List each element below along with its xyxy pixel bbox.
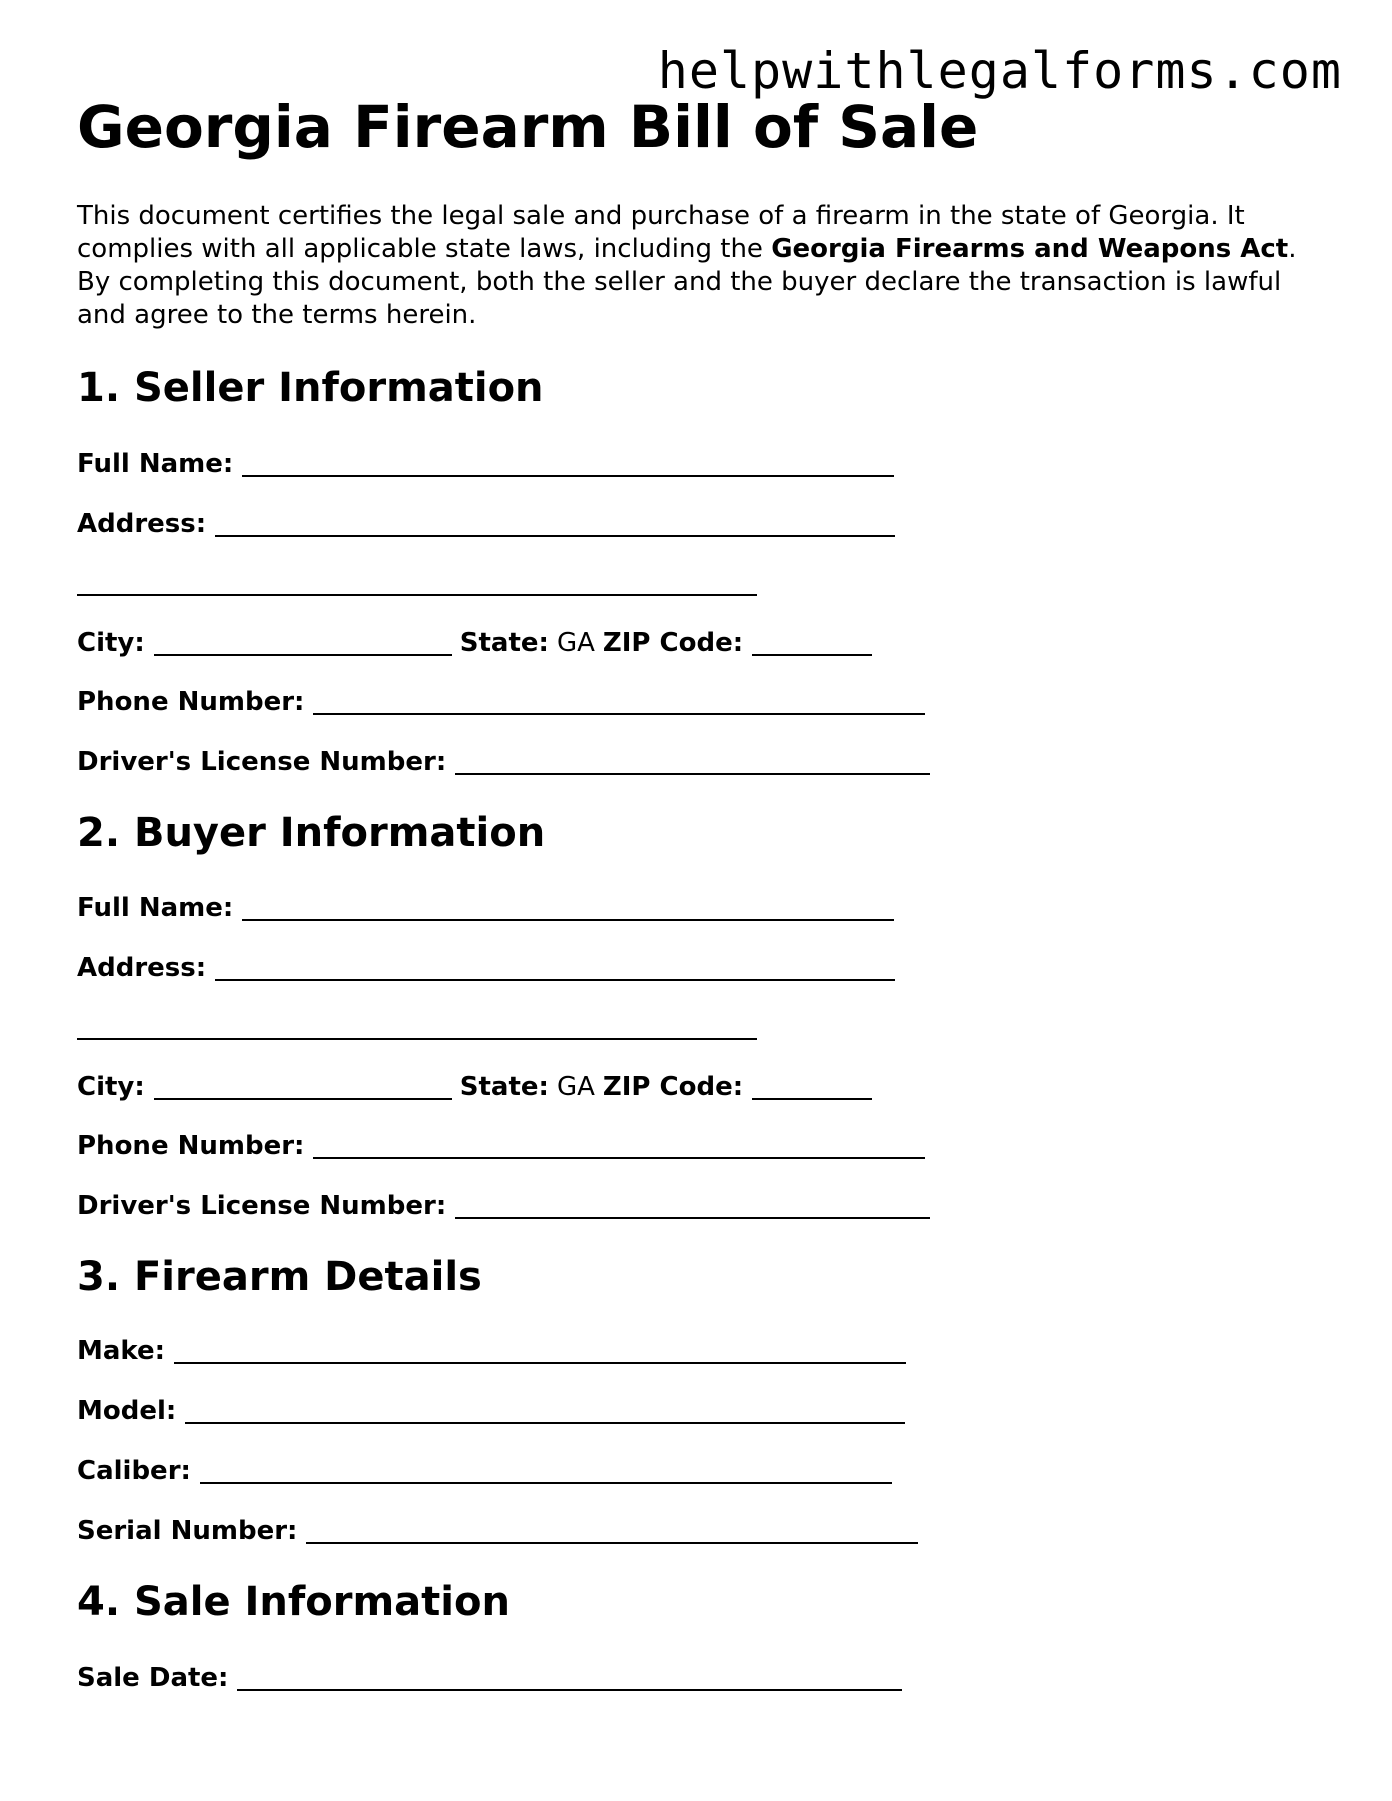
sale-date-row xyxy=(77,1665,910,1691)
buyer-address-line-2[interactable] xyxy=(77,1038,757,1040)
buyer-address-label: Address: xyxy=(77,953,207,983)
seller-license-row xyxy=(77,749,938,775)
buyer-city-field[interactable] xyxy=(154,1076,452,1100)
seller-full-name-label: Full Name: xyxy=(77,449,234,479)
seller-address-field[interactable] xyxy=(215,513,895,537)
firearm-serial-label: Serial Number: xyxy=(77,1516,298,1546)
firearm-serial-row xyxy=(77,1518,926,1544)
firearm-model-label: Model: xyxy=(77,1396,177,1426)
buyer-license-label: Driver's License Number: xyxy=(77,1191,447,1221)
firearm-section-heading: 3. Firearm Details xyxy=(77,1254,482,1300)
seller-full-name-row xyxy=(77,451,902,477)
firearm-make-label: Make: xyxy=(77,1336,166,1366)
buyer-full-name-row xyxy=(77,895,902,921)
seller-city-state-zip-row xyxy=(77,630,880,656)
buyer-city-label: City: xyxy=(77,1072,145,1102)
page-title: Georgia Firearm Bill of Sale xyxy=(77,93,979,161)
firearm-caliber-row xyxy=(77,1458,900,1484)
sale-date-label: Sale Date: xyxy=(77,1663,229,1693)
firearm-caliber-label: Caliber: xyxy=(77,1456,191,1486)
intro-paragraph xyxy=(77,200,1322,332)
buyer-phone-label: Phone Number: xyxy=(77,1131,305,1161)
buyer-state-label: State: xyxy=(459,1072,549,1102)
site-watermark: helpwithlegalforms.com xyxy=(657,42,1342,100)
sale-section-heading: 4. Sale Information xyxy=(77,1579,510,1625)
seller-phone-label: Phone Number: xyxy=(77,687,305,717)
seller-address-line-2[interactable] xyxy=(77,594,757,596)
buyer-section-heading: 2. Buyer Information xyxy=(77,810,546,856)
intro-text-2: . By completing this document, both the seller and the buyer declare the transaction is lawful and agree to the terms herein. xyxy=(77,234,1297,330)
seller-zip-field[interactable] xyxy=(752,632,872,656)
buyer-license-row xyxy=(77,1193,938,1219)
buyer-zip-label: ZIP Code: xyxy=(602,1072,744,1102)
seller-city-label: City: xyxy=(77,628,145,658)
firearm-serial-field[interactable] xyxy=(306,1520,918,1544)
buyer-phone-field[interactable] xyxy=(313,1135,925,1159)
firearm-make-row xyxy=(77,1338,914,1364)
buyer-state-value: GA xyxy=(556,1072,595,1102)
seller-phone-row xyxy=(77,689,933,715)
seller-license-field[interactable] xyxy=(455,751,930,775)
intro-text-1: This document certifies the legal sale and purchase of a firearm in the state of Georgia. It complies with all applicable state laws, including the xyxy=(77,201,1245,264)
seller-full-name-field[interactable] xyxy=(242,453,894,477)
firearm-model-row xyxy=(77,1398,913,1424)
sale-date-field[interactable] xyxy=(237,1667,902,1691)
seller-phone-field[interactable] xyxy=(313,691,925,715)
buyer-address-field[interactable] xyxy=(215,957,895,981)
seller-state-label: State: xyxy=(459,628,549,658)
seller-license-label: Driver's License Number: xyxy=(77,747,447,777)
seller-section-heading: 1. Seller Information xyxy=(77,365,544,411)
buyer-full-name-field[interactable] xyxy=(242,897,894,921)
seller-city-field[interactable] xyxy=(154,632,452,656)
firearm-model-field[interactable] xyxy=(185,1400,905,1424)
intro-act-name: Georgia Firearms and Weapons Act xyxy=(771,234,1289,264)
buyer-zip-field[interactable] xyxy=(752,1076,872,1100)
buyer-license-field[interactable] xyxy=(455,1195,930,1219)
seller-zip-label: ZIP Code: xyxy=(602,628,744,658)
seller-address-row xyxy=(77,511,903,537)
buyer-full-name-label: Full Name: xyxy=(77,893,234,923)
seller-address-label: Address: xyxy=(77,509,207,539)
seller-state-value: GA xyxy=(556,628,595,658)
buyer-city-state-zip-row xyxy=(77,1074,880,1100)
buyer-phone-row xyxy=(77,1133,933,1159)
firearm-make-field[interactable] xyxy=(174,1340,906,1364)
buyer-address-row xyxy=(77,955,903,981)
firearm-caliber-field[interactable] xyxy=(200,1460,892,1484)
